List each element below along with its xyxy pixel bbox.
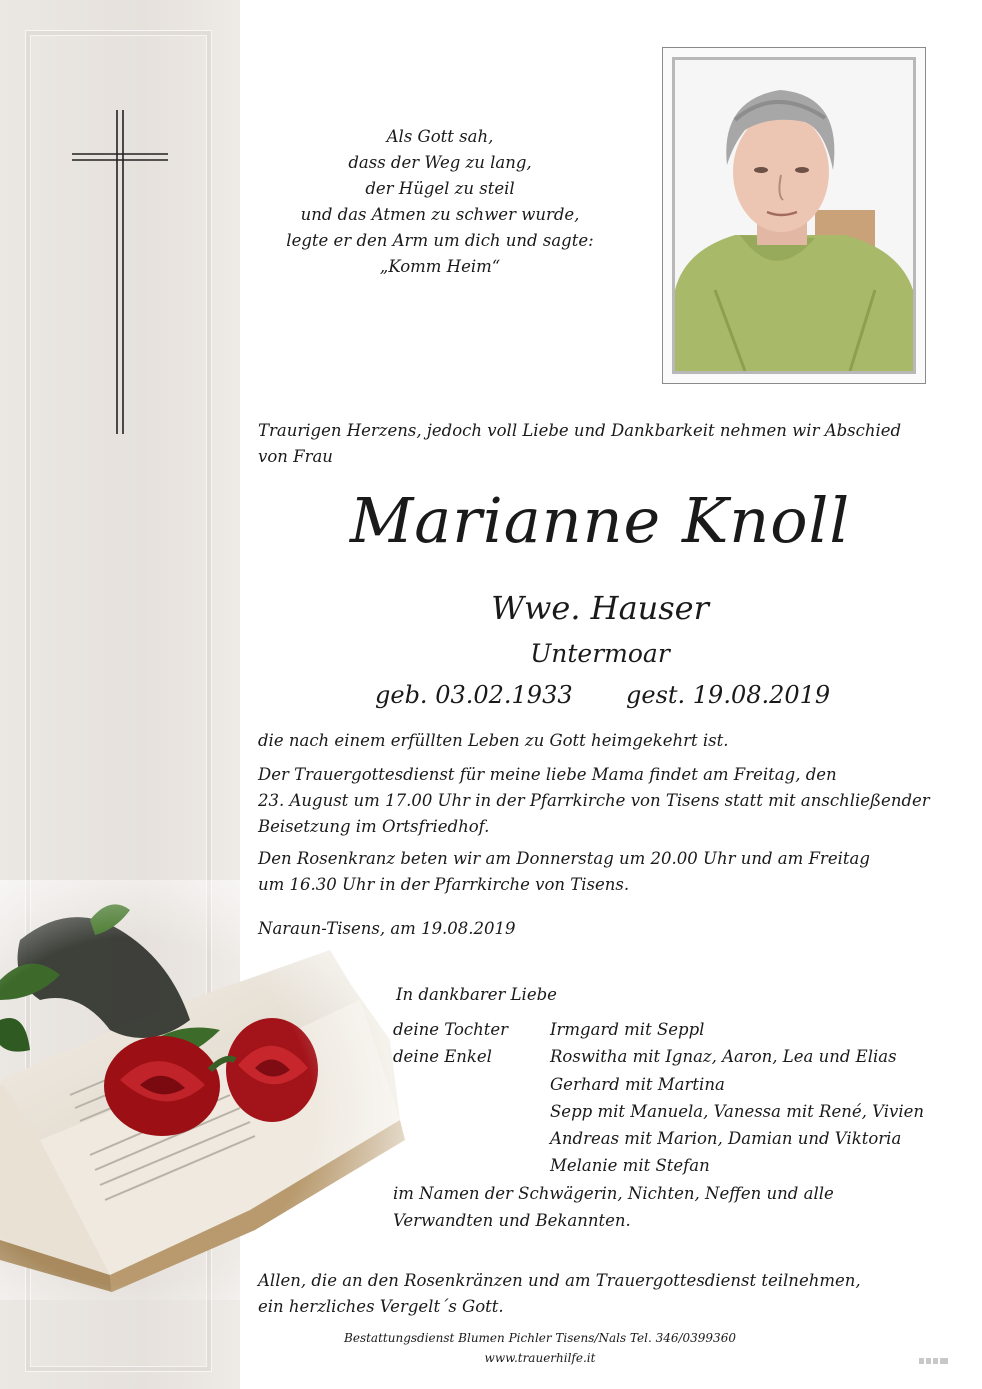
mourner-row (393, 1152, 924, 1179)
rosary-text (258, 846, 870, 898)
intro-line: von Frau (258, 447, 333, 466)
undertaker-line: Bestattungsdienst Blumen Pichler Tisens/Nals Tel. 346/0399360 (344, 1331, 736, 1345)
poem-line: und das Atmen zu schwer wurde, (300, 205, 580, 224)
mourner-row (393, 1043, 924, 1070)
intro-text (258, 418, 901, 470)
place-date: Naraun-Tisens, am 19.08.2019 (258, 919, 516, 938)
undertaker-website: www.trauerhilfe.it (484, 1351, 596, 1365)
mourner-relation: deine Enkel (393, 1047, 492, 1067)
portrait-frame (662, 47, 926, 384)
house-name: Untermoar (530, 639, 670, 668)
thanks-line: Allen, die an den Rosenkränzen und am Trauergottesdienst teilnehmen, (258, 1271, 861, 1290)
mourner-relation (393, 1098, 550, 1125)
mourner-relation: deine Tochter (393, 1020, 509, 1039)
mourner-names: Roswitha mit Ignaz, Aaron, Lea und Elias (550, 1047, 897, 1067)
mourner-names: Sepp mit Manuela, Vanessa mit René, Vivien (550, 1101, 924, 1121)
rosary-line: Den Rosenkranz beten wir am Donnerstag um 20.00 Uhr und am Freitag (258, 849, 870, 868)
rosary-line: um 16.30 Uhr in der Pfarrkirche von Tisens. (258, 875, 630, 894)
mourner-names: Andreas mit Marion, Damian und Viktoria (550, 1129, 902, 1149)
service-line: 23. August um 17.00 Uhr in der Pfarrkirche von Tisens statt mit anschließender (258, 791, 930, 810)
poem-line: dass der Weg zu lang, (348, 153, 532, 172)
mourner-relation (393, 1152, 550, 1179)
thanks-text (258, 1268, 861, 1320)
mourner-relation (393, 1071, 550, 1098)
book-roses-image (0, 880, 440, 1300)
mourner-row (393, 1125, 924, 1152)
mourner-row (393, 1071, 924, 1098)
birth-date: geb. 03.02.1933 (375, 681, 573, 709)
cross-icon (72, 110, 168, 434)
poem-line: der Hügel zu steil (365, 179, 515, 198)
portrait-photo (672, 57, 916, 374)
mourner-names: Irmgard mit Seppl (550, 1020, 705, 1039)
undertaker-info (240, 1328, 840, 1368)
service-line: Der Trauergottesdienst für meine liebe Mama findet am Freitag, den (258, 765, 837, 784)
poem-line: Als Gott sah, (386, 127, 494, 146)
death-date: gest. 19.08.2019 (626, 681, 831, 709)
mourner-relation (393, 1125, 550, 1152)
portrait-image (675, 60, 913, 371)
service-text (258, 762, 930, 840)
mourner-row (393, 1098, 924, 1125)
closing-line: im Namen der Schwägerin, Nichten, Neffen und alle (393, 1184, 834, 1203)
mourner-names: Gerhard mit Martina (550, 1074, 725, 1094)
watermark-mark (918, 1355, 950, 1367)
intro-line: Traurigen Herzens, jedoch voll Liebe und Dankbarkeit nehmen wir Abschied (258, 421, 902, 440)
mourners-heading: In dankbarer Liebe (396, 985, 557, 1004)
poem-line: „Komm Heim“ (379, 257, 501, 276)
mourners-closing (393, 1180, 834, 1234)
mourners-list (393, 1016, 924, 1180)
poem-line: legte er den Arm um dich und sagte: (286, 231, 594, 250)
mourner-names: Melanie mit Stefan (550, 1156, 710, 1176)
service-line: Beisetzung im Ortsfriedhof. (258, 817, 490, 836)
maiden-name: Wwe. Hauser (491, 589, 709, 627)
thanks-line: ein herzliches Vergelt´s Gott. (258, 1297, 504, 1316)
deceased-name: Marianne Knoll (349, 484, 851, 557)
returned-text: die nach einem erfüllten Leben zu Gott heimgekehrt ist. (258, 731, 729, 750)
closing-line: Verwandten und Bekannten. (393, 1211, 631, 1230)
mourner-row (393, 1016, 924, 1043)
poem (265, 124, 615, 280)
